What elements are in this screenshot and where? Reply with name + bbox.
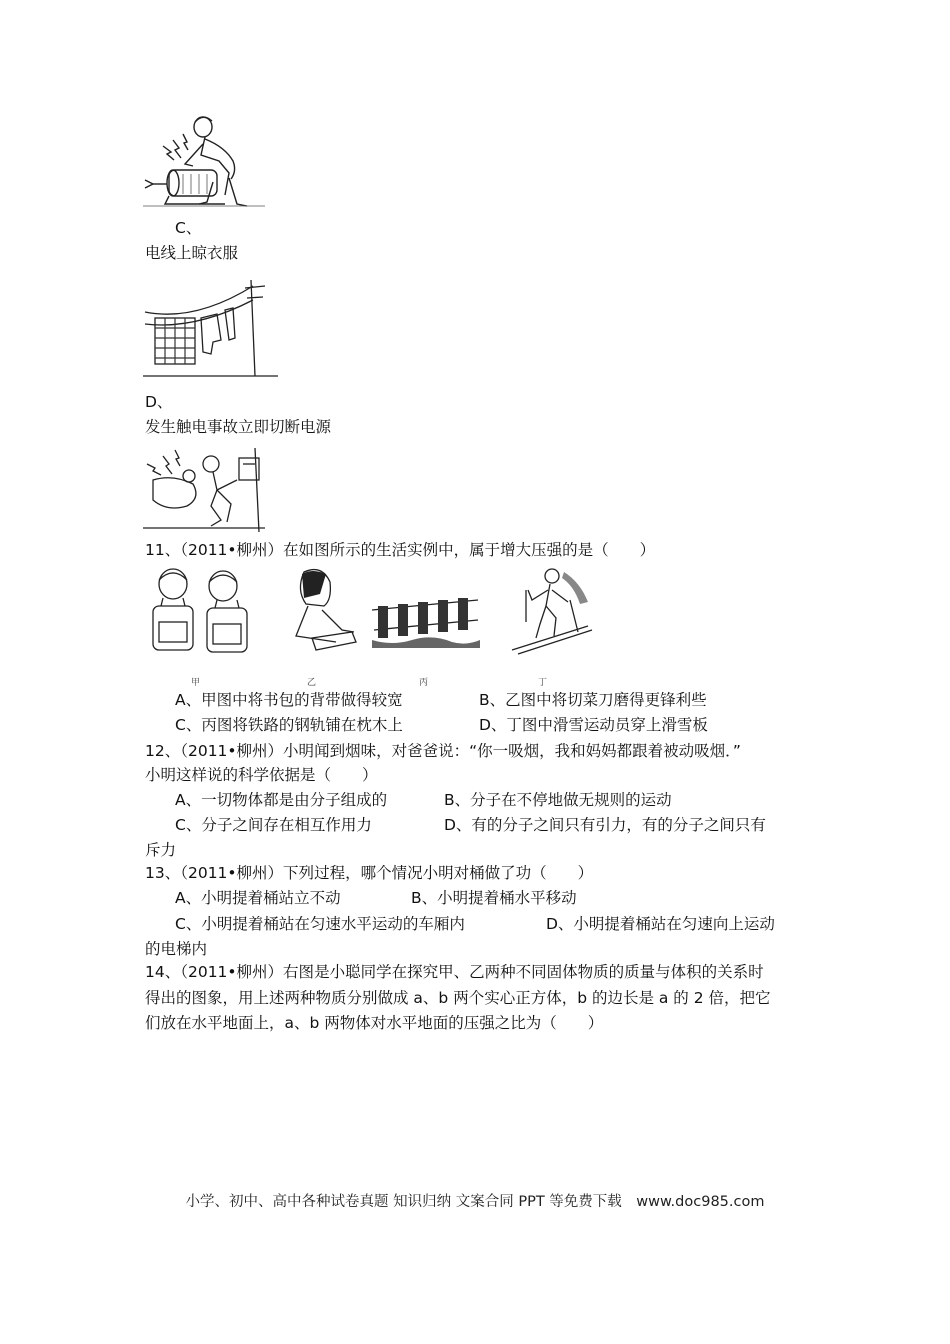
- option-d-text: 发生触电事故立即切断电源: [145, 418, 332, 436]
- option-c-text: 电线上晾衣服: [145, 244, 239, 262]
- q12-option-c: C、分子之间存在相互作用力: [175, 816, 372, 834]
- q11-caption-ding: 丁: [538, 678, 548, 688]
- q12-option-a: A、一切物体都是由分子组成的: [175, 791, 388, 809]
- q11-figure-ding: [508, 566, 594, 656]
- q12-stem-line1: 12、（2011•柳州）小明闻到烟味，对爸爸说：“你一吸烟，我和妈妈都跟着被动吸烟．”: [145, 742, 741, 760]
- q11-stem: 11、（2011•柳州）在如图所示的生活实例中，属于增大压强的是（ ）: [145, 541, 656, 559]
- q13-option-d-line2: 的电梯内: [145, 940, 208, 958]
- q11-option-c: C、丙图将铁路的钢轨铺在枕木上: [175, 716, 403, 734]
- q11-caption-bing: 丙: [419, 678, 429, 688]
- q11-caption-yi: 乙: [307, 678, 317, 688]
- q11-option-d: D、丁图中滑雪运动员穿上滑雪板: [479, 716, 708, 734]
- q12-stem-line2: 小明这样说的科学依据是（ ）: [145, 766, 378, 784]
- q11-caption-jia: 甲: [191, 678, 201, 688]
- page-footer: 小学、初中、高中各种试卷真题 知识归纳 文案合同 PPT 等免费下载 www.doc985.com: [185, 1194, 765, 1210]
- q11-option-b: B、乙图中将切菜刀磨得更锋利些: [479, 691, 707, 709]
- q13-option-d-line1: D、小明提着桶站在匀速向上运动: [546, 915, 775, 933]
- q13-option-a: A、小明提着桶站立不动: [175, 889, 341, 907]
- q13-stem: 13、（2011•柳州）下列过程，哪个情况小明对桶做了功（ ）: [145, 864, 594, 882]
- q13-option-c: C、小明提着桶站在匀速水平运动的车厢内: [175, 915, 465, 933]
- clothes-on-wire-illustration: [143, 276, 283, 382]
- q14-line3: 们放在水平地面上，a、b 两物体对水平地面的压强之比为（ ）: [145, 1014, 604, 1032]
- option-c-label: C、: [175, 219, 202, 237]
- q11-option-a: A、甲图中将书包的背带做得较宽: [175, 691, 403, 709]
- q12-option-d-line2: 斥力: [145, 841, 177, 859]
- q12-option-b: B、分子在不停地做无规则的运动: [444, 791, 672, 809]
- cut-power-illustration: [143, 446, 271, 534]
- q13-option-b: B、小明提着桶水平移动: [411, 889, 577, 907]
- q11-figure-yi: [282, 566, 358, 658]
- machine-shock-illustration: [143, 112, 268, 210]
- q14-line2: 得出的图象，用上述两种物质分别做成 a、b 两个实心正方体，b 的边长是 a 的 2 倍，把它: [145, 989, 771, 1007]
- q14-line1: 14、（2011•柳州）右图是小聪同学在探究甲、乙两种不同固体物质的质量与体积的关系时: [145, 963, 764, 981]
- option-d-label: D、: [145, 393, 173, 411]
- q11-figure-bing: [372, 596, 480, 650]
- q11-figure-jia: [145, 566, 255, 664]
- q12-option-d-line1: D、有的分子之间只有引力，有的分子之间只有: [444, 816, 766, 834]
